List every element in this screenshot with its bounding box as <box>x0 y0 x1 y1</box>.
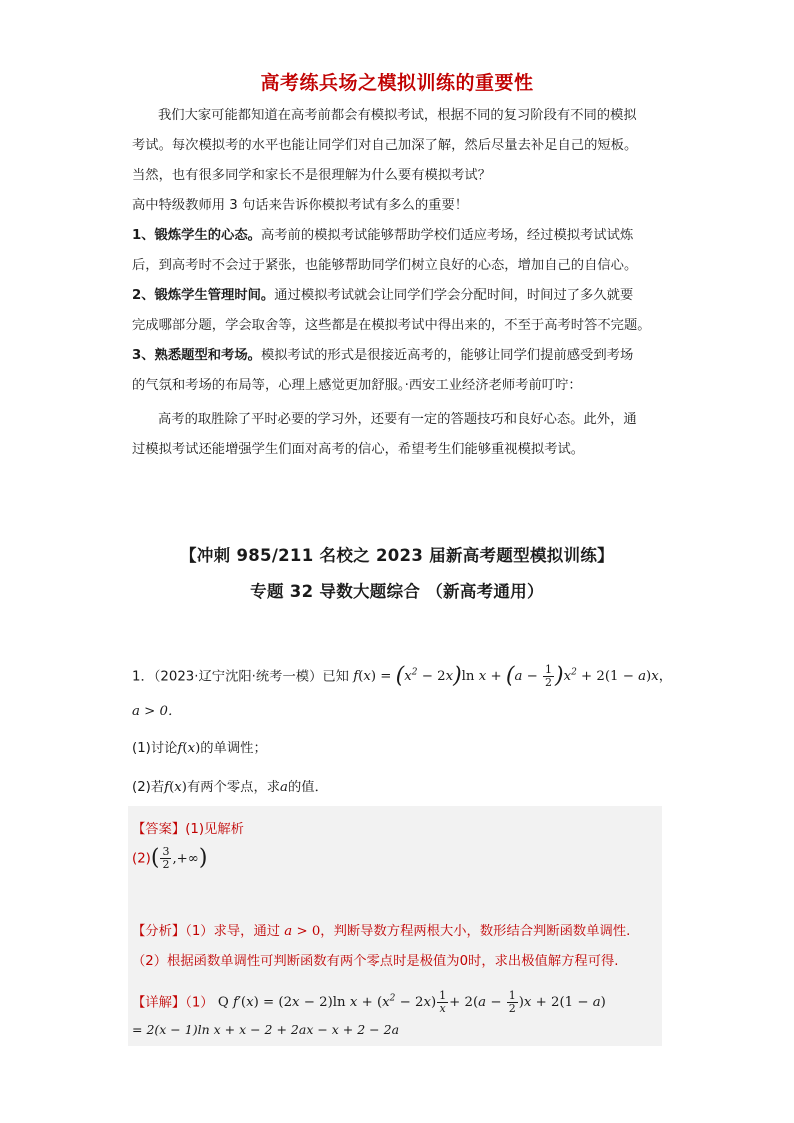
point-3-title: 3、熟悉题型和考场。 <box>132 348 261 363</box>
detail-line-1 <box>132 986 606 1016</box>
question-1 <box>132 739 672 759</box>
a-positive: a > 0 <box>280 924 321 939</box>
intro-paragraph-line: 我们大家可能都知道在高考前都会有模拟考试，根据不同的复习阶段有不同的模拟 <box>158 108 637 123</box>
analysis-line-1 <box>132 920 630 939</box>
answer-line-2: (2)( $\frac{3}{2}$ ,+∞) <box>132 845 208 871</box>
problem-prefix: 1．（2023·辽宁沈阳·统考一模）已知 <box>132 669 349 685</box>
question-1-prefix: (1)讨论 <box>132 741 178 756</box>
detail-prefix: （1） <box>185 995 214 1011</box>
point-2-line2: 完成哪部分题，学会取舍等，这些都是在模拟考试中得出来的，不至于高考时答不完题。 <box>132 318 651 333</box>
derivative-expression: Q f′(x) = (2x − 2)ln $x + (x^2 - 2x)$ $\frac{1}{x}$ + 2(a − $\frac{1}{2}$ )x + 2(1 − a) <box>217 989 606 1016</box>
function-definition: $f(x) = (x^2 - 2x)\ln$ x + (a − $\frac{1}{2}$ )$x^2 + 2(1 - a)x$， <box>353 663 673 690</box>
point-2-text: 通过模拟考试就会让同学们学会分配时间，时间过了多久就要 <box>274 288 634 303</box>
detail-label: 【详解】 <box>132 995 186 1011</box>
point-2 <box>132 286 672 306</box>
point-1-line2: 后，到高考时不会过于紧张，也能够帮助同学们树立良好的心态，增加自己的自信心。 <box>132 258 638 273</box>
problem-condition: a > 0． <box>132 704 182 719</box>
answer-1: (1)见解析 <box>185 822 244 837</box>
detail-line-2: = 2(x − 1)ln x + x − 2 + 2ax − x + 2 − 2a <box>132 1022 400 1037</box>
intro-paragraph-line: 当然，也有很多同学和家长不是很理解为什么要有模拟考试？ <box>132 168 492 183</box>
point-1-title: 1、锻炼学生的心态。 <box>132 228 261 243</box>
point-3 <box>132 346 672 366</box>
analysis-line-2: （2）根据函数单调性可判断函数有两个零点时是极值为0时，求出极值解方程可得. <box>132 954 619 969</box>
fraction-three-halves: $\frac{3}{2}$ <box>162 845 170 871</box>
fx-symbol: f(x) <box>177 741 201 756</box>
point-3-text: 模拟考试的形式是很接近高考的，能够让同学们提前感受到考场 <box>260 348 634 363</box>
question-2 <box>132 778 672 798</box>
analysis-text-a: （1）求导，通过 <box>185 924 281 939</box>
a-symbol: a <box>280 780 288 795</box>
page-title: 高考练兵场之模拟训练的重要性 <box>260 72 534 94</box>
point-1 <box>132 226 672 246</box>
closing-line: 高考的取胜除了平时必要的学习外，还要有一定的答题技巧和良好心态。此外，通 <box>158 412 637 427</box>
point-1-text: 高考前的模拟考试能够帮助学校们适应考场，经过模拟考试试炼 <box>260 228 634 243</box>
question-2-mid: 有两个零点，求 <box>186 780 281 795</box>
answer-line-1 <box>132 818 244 837</box>
section-heading: 【冲刺 985/211 名校之 2023 届新高考题型模拟训练】 <box>180 546 614 565</box>
answer-2-prefix: (2) <box>132 851 151 867</box>
section-subheading: 专题 32 导数大题综合 （新高考通用） <box>250 582 544 601</box>
analysis-text-b: ，判断导数方程两根大小，数形结合判断函数单调性. <box>320 924 631 939</box>
problem-statement <box>132 660 672 690</box>
closing-line: 过模拟考试还能增强学生们面对高考的信心，希望考生们能够重视模拟考试。 <box>132 442 585 457</box>
analysis-label: 【分析】 <box>132 924 186 939</box>
question-2-prefix: (2)若 <box>132 780 165 795</box>
fx-symbol: f(x) <box>164 780 187 795</box>
question-1-suffix: 的单调性； <box>200 741 267 756</box>
question-2-suffix: 的值． <box>287 780 328 795</box>
answer-label: 【答案】 <box>132 822 186 837</box>
intro-paragraph-line: 考试。每次模拟考的水平也能让同学们对自己加深了解，然后尽量去补足自己的短板。 <box>132 138 638 153</box>
intro-paragraph-line: 高中特级教师用 3 句话来告诉你模拟考试有多么的重要！ <box>132 198 469 213</box>
point-3-line2: 的气氛和考场的布局等，心理上感觉更加舒服。·西安工业经济老师考前叮咛： <box>132 378 582 393</box>
point-2-title: 2、锻炼学生管理时间。 <box>132 288 275 303</box>
